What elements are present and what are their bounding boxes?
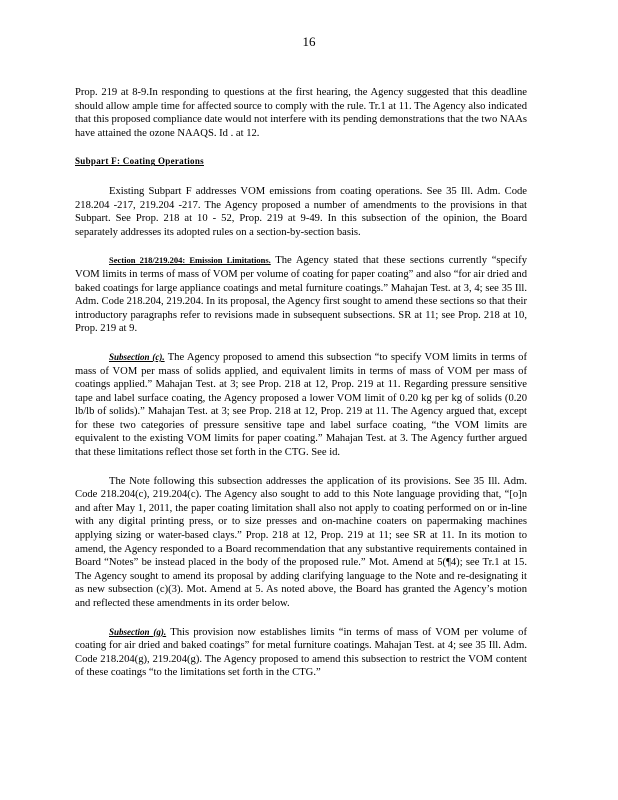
- paragraph-subsection-c: [75, 351, 527, 460]
- page-body: [75, 86, 527, 695]
- page-number: 16: [302, 34, 316, 49]
- subsection-c-heading: Subsection (c).: [109, 351, 165, 362]
- subsection-c-text: The Agency proposed to amend this subsection “to specify VOM limits in terms of mass of VOM per mass of solids applied, and equivalent limits in terms of mass of VOM per mass of coatings applied.” Mahajan Test. at 3; see Prop. 218 at 12, Prop. 219 at 11. Regarding pressure sensitive tape and label surface coating, the Agency proposed a lower VOM limit of 0.20 kg per kg of solids (0.20 lb/lb of solids).” Mahajan Test. at 3; see Prop. 218 at 12, Prop. 219 at 11. The Agency argued that, except for these two categories of pressure sensitive tape and label surface coating, “the VOM limits are equivalent to the existing VOM limits for paper coating.” Mahajan Test. at 3. The Agency further argued that these limitations reflect those set forth in the CTG. See id.: [75, 351, 527, 459]
- section-heading: Subpart F: Coating Operations: [75, 156, 204, 167]
- paragraph-subsection-g: [75, 626, 527, 680]
- subsection-g-text: This provision now establishes limits “in terms of mass of VOM per volume of coating for air dried and baked coatings” for metal furniture coatings. Mahajan Test. at 4; see 35 Ill. Adm. Code 218.204(g), 219.204(g). The Agency proposed to amend this subsection to restrict the VOM content of these coatings “to the limitations set forth in the CTG.”: [75, 626, 527, 679]
- paragraph-section-204: [75, 254, 527, 336]
- paragraph-subpart-f: Existing Subpart F addresses VOM emissions from coating operations. See 35 Ill. Adm. Code 218.204 -217, 219.204 -217. The Agency proposed a number of amendments to the provisions in that Subpart. See Prop. 218 at 10 - 52, Prop. 219 at 9-49. In this subsection of the opinion, the Board separately addresses its adopted rules on a section-by-section basis.: [75, 185, 527, 238]
- subsection-g-heading: Subsection (g).: [109, 626, 167, 637]
- section-204-heading: Section 218/219.204: Emission Limitations.: [109, 255, 271, 266]
- section-204-text: The Agency stated that these sections currently “specify VOM limits in terms of mass of VOM per volume of coating for paper coating” and also “for air dried and baked coatings for large appliance coatings and metal furniture coatings.” Mahajan Test. at 3, 4; see 35 Ill. Adm. Code 218.204, 219.204. In its proposal, the Agency first sought to amend these sections so that their introductory paragraphs refer to revisions made in subsequent subsections. SR at 11; see Prop. 218 at 10, Prop. 219 at 9.: [75, 255, 527, 335]
- paragraph-note: The Note following this subsection addresses the application of its provisions. See 35 Ill. Adm. Code 218.204(c), 219.204(c). The Agency also sought to add to this Note language providing that, “[o]n and after May 1, 2011, the paper coating limitation shall also not apply to coating performed on or in-line with any digital printing press, or to size presses and on-machine coaters on papermaking machines applying sizing or water-based clays.” Prop. 218 at 12, Prop. 219 at 11; see SR at 11. In its motion to amend, the Agency responded to a Board recommendation that any substantive requirements contained in Board “Notes” be instead placed in the body of the proposed rule.” Mot. Amend at 5(¶4); see Tr.1 at 15. The Agency sought to amend its proposal by adding clarifying language to the Note and re-designating it as new subsection (c)(3). Mot. Amend at 5. As noted above, the Board has granted the Agency’s motion and reflected these amendments in its order below.: [75, 475, 527, 609]
- paragraph-prop-219: Prop. 219 at 8-9.In responding to questions at the first hearing, the Agency suggested that this deadline should allow ample time for affected source to comply with the rule. Tr.1 at 11. The Agency also indicated that this proposed compliance date would not interfere with its pending demonstrations that the two NAAs have attained the ozone NAAQS. Id . at 12.: [75, 87, 527, 139]
